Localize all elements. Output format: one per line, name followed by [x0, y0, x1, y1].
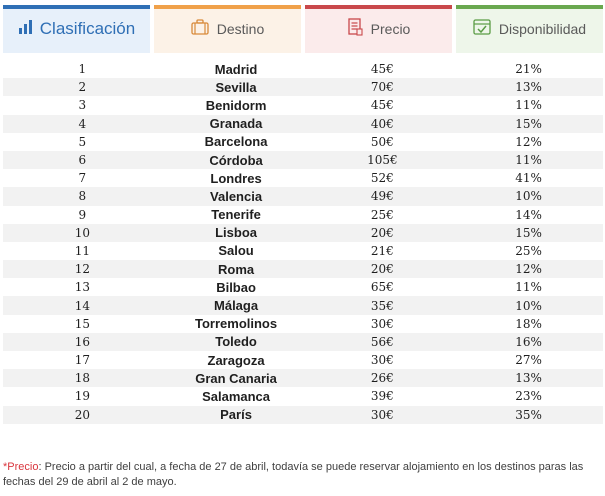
- destino-cell: Bilbao: [216, 279, 256, 295]
- precio-cell: 49€: [370, 189, 394, 204]
- destino-cell: Granada: [209, 116, 263, 132]
- table-row: [3, 60, 603, 78]
- disponibilidad-cell: 15%: [515, 225, 542, 240]
- rank-cell: 8: [78, 189, 87, 204]
- table-row: [3, 133, 603, 151]
- destino-cell: Torremolinos: [195, 316, 278, 332]
- rank-cell: 5: [78, 134, 87, 149]
- disponibilidad-cell: 11%: [515, 98, 542, 113]
- disponibilidad-cell: 18%: [515, 316, 542, 331]
- table-row: [3, 115, 603, 133]
- precio-cell: 70€: [370, 80, 394, 95]
- precio-cell: 35€: [370, 298, 394, 313]
- disponibilidad-cell: 23%: [515, 389, 542, 404]
- precio-cell: 65€: [370, 280, 394, 295]
- destino-cell: Sevilla: [215, 79, 257, 95]
- precio-cell: 30€: [370, 353, 394, 368]
- destino-cell: Zaragoza: [207, 352, 265, 368]
- header-destino-label: Destino: [216, 21, 265, 37]
- destino-cell: Madrid: [214, 61, 258, 77]
- rank-cell: 13: [74, 280, 90, 295]
- table-row: [3, 151, 603, 169]
- table-row: [3, 242, 603, 260]
- disponibilidad-cell: 13%: [515, 80, 542, 95]
- precio-cell: 50€: [370, 134, 394, 149]
- disponibilidad-cell: 16%: [515, 334, 542, 349]
- precio-cell: 52€: [370, 171, 394, 186]
- table-row: [3, 406, 603, 424]
- destino-cell: Londres: [210, 170, 262, 186]
- table-body: [3, 60, 603, 424]
- precio-cell: 56€: [370, 334, 394, 349]
- disponibilidad-cell: 11%: [515, 153, 542, 168]
- destino-cell: Málaga: [214, 298, 259, 314]
- destino-cell: Roma: [217, 261, 255, 277]
- disponibilidad-cell: 12%: [515, 134, 542, 149]
- header-precio: [305, 5, 452, 53]
- table-row: [3, 296, 603, 314]
- precio-cell: 20€: [370, 225, 394, 240]
- rank-cell: 9: [78, 207, 87, 222]
- header-clasificacion: [3, 5, 150, 53]
- destino-cell: Córdoba: [209, 152, 263, 168]
- table-header: [3, 5, 603, 53]
- precio-cell: 39€: [370, 389, 394, 404]
- header-disponibilidad-label: Disponibilidad: [498, 21, 587, 37]
- precio-cell: 21€: [370, 243, 394, 258]
- destino-cell: Barcelona: [204, 134, 268, 150]
- precio-cell: 25€: [370, 207, 394, 222]
- destino-cell: Tenerife: [211, 207, 261, 223]
- precio-cell: 26€: [370, 371, 394, 386]
- destino-cell: Gran Canaria: [195, 370, 277, 386]
- destino-cell: Salou: [218, 243, 254, 259]
- header-accent-bar: [305, 5, 452, 9]
- disponibilidad-cell: 21%: [515, 62, 542, 77]
- table-row: [3, 260, 603, 278]
- disponibilidad-cell: 12%: [515, 262, 542, 277]
- footnote-label: *Precio: [3, 461, 39, 473]
- disponibilidad-cell: 10%: [515, 189, 542, 204]
- rank-cell: 17: [74, 353, 90, 368]
- rank-cell: 2: [78, 80, 87, 95]
- precio-cell: 40€: [370, 116, 394, 131]
- table-row: [3, 315, 603, 333]
- disponibilidad-cell: 13%: [515, 371, 542, 386]
- rank-cell: 19: [74, 389, 90, 404]
- header-accent-bar: [3, 5, 150, 9]
- table-row: [3, 333, 603, 351]
- destino-cell: París: [220, 407, 252, 423]
- rank-cell: 3: [78, 98, 87, 113]
- rank-cell: 4: [78, 116, 87, 131]
- table-row: [3, 351, 603, 369]
- disponibilidad-cell: 15%: [515, 116, 542, 131]
- rank-cell: 7: [78, 171, 87, 186]
- precio-cell: 45€: [370, 98, 394, 113]
- calendar-check-icon: [473, 19, 491, 40]
- footnote: [3, 460, 603, 490]
- table-row: [3, 369, 603, 387]
- table-row: [3, 224, 603, 242]
- table-row: [3, 387, 603, 405]
- rank-cell: 16: [74, 334, 90, 349]
- header-accent-bar: [154, 5, 301, 9]
- rank-cell: 15: [74, 316, 90, 331]
- disponibilidad-cell: 41%: [515, 171, 542, 186]
- disponibilidad-cell: 25%: [515, 243, 542, 258]
- disponibilidad-cell: 10%: [515, 298, 542, 313]
- header-precio-label: Precio: [370, 21, 411, 37]
- rank-cell: 6: [78, 153, 87, 168]
- disponibilidad-cell: 11%: [515, 280, 542, 295]
- table-row: [3, 169, 603, 187]
- precio-cell: 20€: [370, 262, 394, 277]
- table-row: [3, 78, 603, 96]
- precio-cell: 105€: [367, 153, 398, 168]
- table-row: [3, 278, 603, 296]
- precio-cell: 30€: [370, 316, 394, 331]
- destino-cell: Valencia: [210, 188, 263, 204]
- rank-cell: 10: [74, 225, 90, 240]
- rank-cell: 14: [74, 298, 90, 313]
- rank-cell: 20: [74, 407, 90, 422]
- disponibilidad-cell: 14%: [515, 207, 542, 222]
- disponibilidad-cell: 27%: [515, 353, 542, 368]
- rank-cell: 18: [74, 371, 90, 386]
- suitcase-icon: [191, 19, 209, 40]
- rank-cell: 11: [74, 243, 90, 258]
- rank-cell: 12: [74, 262, 90, 277]
- destino-cell: Toledo: [215, 334, 257, 350]
- disponibilidad-cell: 35%: [515, 407, 542, 422]
- bar-chart-icon: [18, 20, 34, 39]
- destino-cell: Benidorm: [205, 97, 267, 113]
- header-clasificacion-label: Clasificación: [39, 19, 136, 38]
- table-row: [3, 96, 603, 114]
- header-disponibilidad: [456, 5, 603, 53]
- footnote-text: : Precio a partir del cual, a fecha de 27 de abril, todavía se puede reservar alojamiento en los destinos paras las fechas del 29 de abril al 2 de mayo.: [3, 461, 584, 488]
- table-row: [3, 187, 603, 205]
- header-destino: [154, 5, 301, 53]
- receipt-icon: [347, 18, 363, 41]
- table-row: [3, 206, 603, 224]
- rank-cell: 1: [78, 62, 87, 77]
- precio-cell: 45€: [370, 62, 394, 77]
- destino-cell: Salamanca: [202, 388, 271, 404]
- destino-cell: Lisboa: [215, 225, 257, 241]
- header-accent-bar: [456, 5, 603, 9]
- precio-cell: 30€: [370, 407, 394, 422]
